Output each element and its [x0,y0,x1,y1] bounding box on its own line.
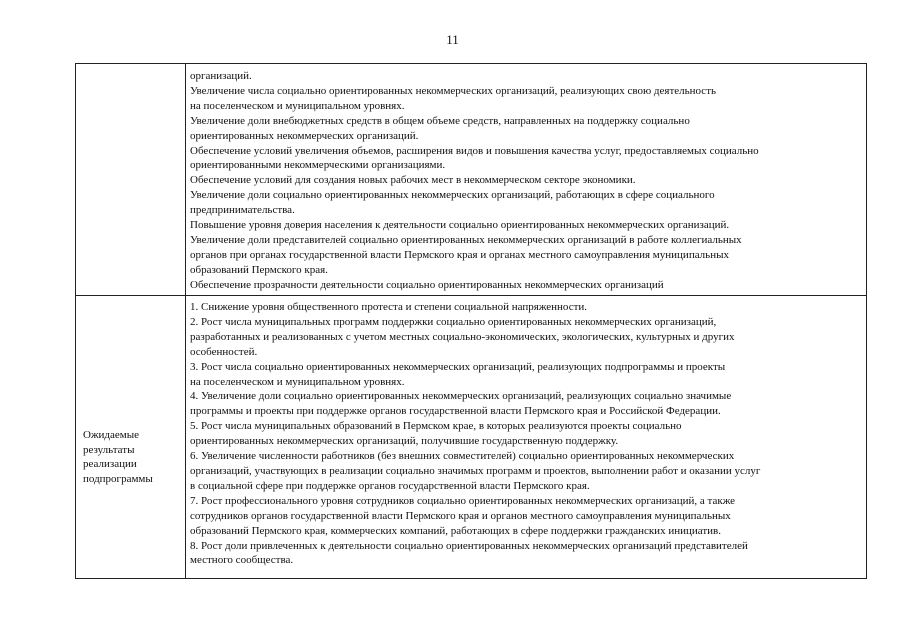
text-line: ориентированными некоммерческими организациями. [190,159,446,172]
text-line: 1. Снижение уровня общественного протеста и степени социальной напряженности. [190,301,588,313]
text-line: Увеличение доли внебюджетных средств в общем объеме средств, направленных на поддержку социально [190,114,690,127]
label-line: подпрограммы [83,472,153,485]
text-line: организаций, участвующих в реализации социально значимых программ и проектов, выполнении работ и оказании услуг [190,464,761,477]
expected-results-text-block [186,296,866,568]
table-row [76,64,867,296]
program-table [75,63,867,579]
text-line: на поселенческом и муниципальном уровнях. [190,375,405,388]
row-content-cell [186,64,867,296]
label-line: результаты [83,443,135,456]
text-line: 2. Рост числа муниципальных программ поддержки социально ориентированных некоммерческих организаций, [190,315,717,328]
text-line: Увеличение числа социально ориентированных некоммерческих организаций, реализующих свою деятельность [190,84,717,97]
text-line: предпринимательства. [190,204,295,217]
text-line: программы и проекты при поддержке органов государственной власти Пермского края и Российской Федерации. [190,405,721,418]
text-line: образований Пермского края. [190,263,328,276]
text-line: сотрудников органов государственной власти Пермского края и органов местного самоуправления муниципальных [190,509,731,522]
row-label-cell [76,296,186,579]
text-line: Увеличение доли представителей социально ориентированных некоммерческих организаций в работе коллегиальных [190,233,742,246]
text-line: 6. Увеличение численности работников (без внешних совместителей) социально ориентированных некоммерческих [190,450,735,463]
row-label-cell [76,64,186,296]
text-line: особенностей. [190,345,258,358]
label-line: Ожидаемые [83,429,140,441]
goals-text-block [186,64,866,293]
text-line: Обеспечение условий увеличения объемов, расширения видов и повышения качества услуг, предоставляемых социально [190,144,759,157]
text-line: 7. Рост профессионального уровня сотрудников социально ориентированных некоммерческих организаций, а также [190,494,736,507]
text-line: образований Пермского края, коммерческих компаний, работающих в сфере поддержки гражданских инициатив. [190,524,721,537]
text-line: органов при органах государственной власти Пермского края и органах местного самоуправления муниципальных [190,248,729,261]
text-line: Увеличение доли социально ориентированных некоммерческих организаций, работающих в сфере социального [190,189,715,202]
page-number: 11 [446,32,459,47]
text-line: на поселенческом и муниципальном уровнях. [190,99,405,112]
text-line: 3. Рост числа социально ориентированных некоммерческих организаций, реализующих подпрограммы и проекты [190,360,726,373]
expected-results-label [83,428,153,486]
text-line: ориентированных некоммерческих организаций. [190,129,419,142]
text-line: организаций. [190,70,252,82]
text-line: Повышение уровня доверия населения к деятельности социально ориентированных некоммерческих организаций. [190,219,730,232]
label-line: реализации [83,458,137,470]
row-content-cell [186,296,867,579]
text-line: разработанных и реализованных с учетом местных социально-экономических, экологических, культурных и других [190,330,735,343]
table-row [76,296,867,579]
text-line: местного сообщества. [190,554,294,567]
text-line: Обеспечение прозрачности деятельности социально ориентированных некоммерческих организаций [190,278,664,291]
text-line: 8. Рост доли привлеченных к деятельности социально ориентированных некоммерческих организаций представителей [190,539,748,552]
text-line: 4. Увеличение доли социально ориентированных некоммерческих организаций, реализующих социально значимые [190,390,732,403]
text-line: 5. Рост числа муниципальных образований в Пермском крае, в которых реализуются проекты социально [190,420,682,433]
text-line: ориентированных некоммерческих организаций, получившие государственную поддержку. [190,435,619,448]
text-line: в социальной сфере при поддержке органов государственной власти Пермского края. [190,479,590,492]
text-line: Обеспечение условий для создания новых рабочих мест в некоммерческом секторе экономики. [190,174,636,187]
